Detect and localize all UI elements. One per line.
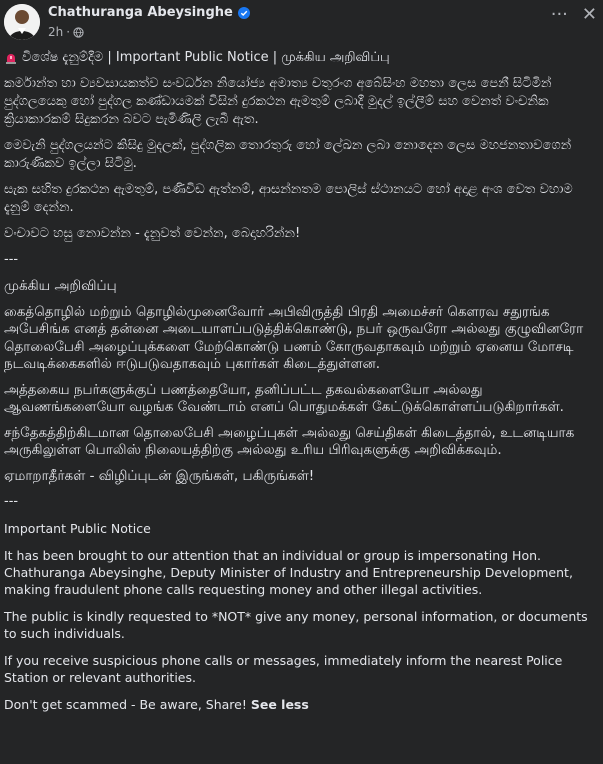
- post-header: [0, 0, 603, 48]
- post-title: [4, 49, 599, 67]
- siren-icon: [4, 51, 18, 65]
- globe-icon[interactable]: [73, 27, 84, 38]
- post-actions: [551, 6, 597, 24]
- post-title-text: විශේෂ දැනුම්දීම | Important Public Notice | முக்கிய அறிவிப்பு: [22, 50, 390, 65]
- sinhala-paragraph-1: කර්මාන්ත හා ව්‍යවසායකත්ව සංවර්ධන නියෝජ්‍ය අමාත්‍ය චතුරංග අබේසිංහ මහතා ලෙස පෙනී සිටිමින් පුද්ගලයෙකු හෝ පුද්ගල කණ්ඩායමක් විසින් දුරකථන ඇමතුම් ලබාදී මුදල් ඉල්ලීම් සහ වෙනත් වංචනික ක්‍රියාකාරකම් සිදුකරන බවට පැමිණිලි ලැබී ඇත.: [4, 76, 552, 127]
- english-title: Important Public Notice: [4, 521, 151, 536]
- tamil-title: முக்கிய அறிவிப்பு: [4, 278, 117, 294]
- post-time[interactable]: 2h: [48, 25, 64, 39]
- english-paragraph-2: The public is kindly requested to *NOT* give any money, personal information, or documents to such individuals.: [4, 609, 588, 641]
- tamil-paragraph-4: ஏமாறாதீர்கள் - விழிப்புடன் இருங்கள், பகிருங்கள்!: [4, 467, 315, 484]
- english-paragraph-3: If you receive suspicious phone calls or messages, immediately inform the nearest Police Station or relevant authorities.: [4, 653, 563, 685]
- section-divider-2: ---: [4, 494, 19, 509]
- more-horizontal-icon[interactable]: ···: [550, 4, 568, 25]
- meta-separator: ·: [66, 25, 71, 39]
- post-body: [0, 49, 603, 713]
- author-name[interactable]: Chathuranga Abeysinghe: [48, 5, 233, 20]
- tamil-paragraph-3: சந்தேகத்திற்கிடமான தொலைபேசி அழைப்புகள் அல்லது செய்திகள் கிடைத்தால், உடனடியாக அருகிலுள்ள பொலிஸ் நிலையத்திற்கு அல்லது உரிய பிரிவுகளுக்கு அறிவிக்கவும்.: [4, 424, 575, 458]
- profile-photo-icon: [4, 4, 40, 40]
- see-less-link[interactable]: See less: [250, 697, 309, 712]
- english-last-line: [4, 696, 599, 713]
- author-line: [48, 5, 250, 20]
- section-divider-1: ---: [4, 252, 19, 267]
- english-paragraph-1: It has been brought to our attention that an individual or group is impersonating Hon. Chathuranga Abeysinghe, Deputy Minister of Industry and Entrepreneurship Development, making fraudulent phone calls requesting money and other illegal activities.: [4, 548, 573, 597]
- sinhala-paragraph-3: සැක සහිත දුරකථන ඇමතුම්, පණිවිඩ ඇත්නම්, ආසන්නතම පොලිස් ස්ථානයට හෝ අදාළ අංශ වෙත වහාම දැනුම් දෙන්න.: [4, 182, 573, 215]
- close-icon[interactable]: ✕: [581, 4, 597, 25]
- english-last-text: Don't get scammed - Be aware, Share!: [4, 697, 247, 712]
- tamil-paragraph-2: அத்தகைய நபர்களுக்குப் பணத்தையோ, தனிப்பட்ட தகவல்களையோ அல்லது ஆவணங்களையோ வழங்க வேண்டாம் எனப் பொதுமக்கள் கேட்டுக்கொள்ளப்படுகிறார்கள்.: [4, 381, 564, 415]
- avatar[interactable]: [4, 4, 40, 40]
- sinhala-paragraph-4: වංචාවට හසු නොවන්න - දැනුවත් වෙන්න, බෙදාහරින්න!: [4, 226, 301, 241]
- verified-badge-icon: [238, 7, 250, 19]
- tamil-paragraph-1: கைத்தொழில் மற்றும் தொழில்முனைவோர் அபிவிருத்தி பிரதி அமைச்சர் கௌரவ சதுரங்க அபேசிங்க எனத் தன்னை அடையாளப்படுத்திக்கொண்டு, நபர் ஒருவரோ அல்லது குழுவினரோ தொலைபேசி அழைப்புக்களை மேற்கொண்டு பணம் கோருவதாகவும் மற்றும் ஏனைய மோசடி நடவடிக்கைகளில் ஈடுபடுவதாகவும் புகார்கள் கிடைத்துள்ளன.: [4, 303, 584, 372]
- post-meta: [48, 25, 84, 39]
- sinhala-paragraph-2: මෙවැනි පුද්ගලයන්ට කිසිදු මුදලක්, පුද්ගලික තොරතුරු හෝ ලේඛන ලබා නොදෙන ලෙස මහජනතාවගෙන් කාරුණිකව ඉල්ලා සිටිමු.: [4, 138, 572, 171]
